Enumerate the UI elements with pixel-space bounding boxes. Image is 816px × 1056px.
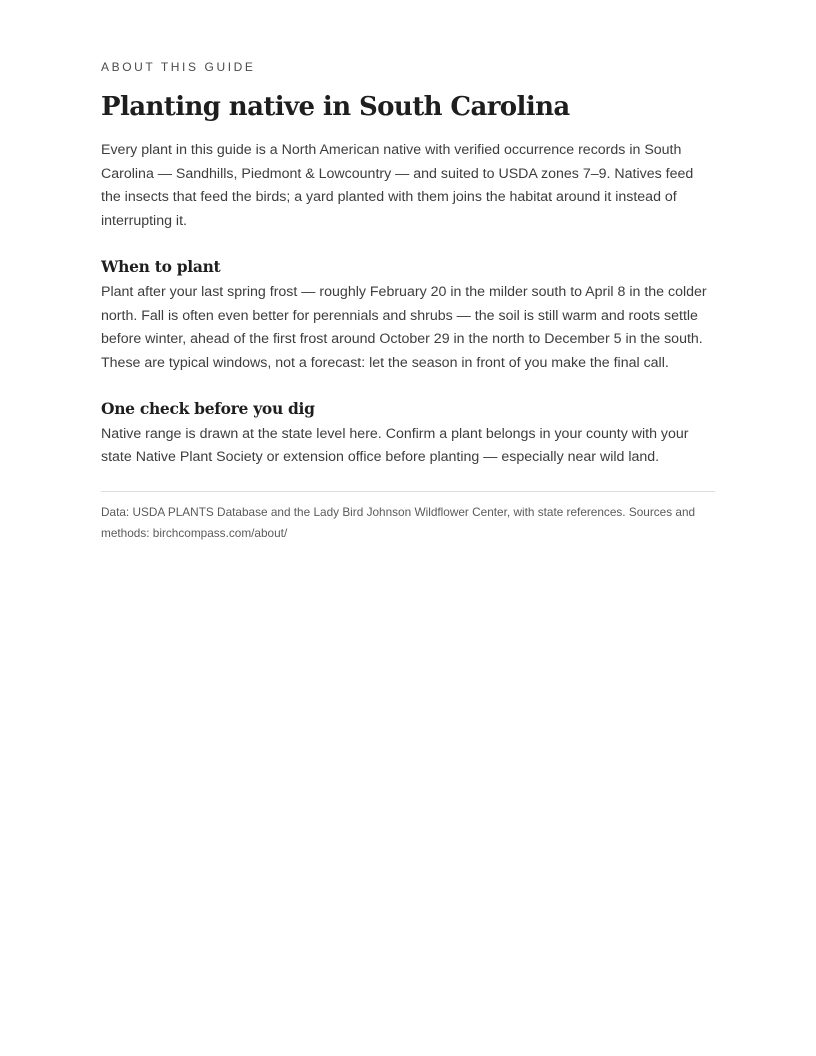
eyebrow-label: ABOUT THIS GUIDE: [101, 60, 256, 74]
section-heading-when-to-plant: When to plant: [101, 256, 221, 276]
section-body-when-to-plant: Plant after your last spring frost — roughly February 20 in the milder south to April 8 in the colder north. Fall is often even better for perennials and shrubs — the soil is still warm and roots settle before winter, ahead of the first frost around October 29 in the north to December 5 in the south. These are typical windows, not a forecast: let the season in front of you make the final call.: [101, 283, 707, 371]
about-guide-page: [101, 58, 715, 544]
section-body-check-before-dig: Native range is drawn at the state level here. Confirm a plant belongs in your county with your state Native Plant Society or extension office before planting — especially near wild land.: [101, 425, 689, 466]
section-when-to-plant: [101, 256, 715, 376]
section-check-before-dig: [101, 398, 715, 470]
section-heading-check-before-dig: One check before you dig: [101, 398, 315, 418]
data-sources-footnote: Data: USDA PLANTS Database and the Lady Bird Johnson Wildflower Center, with state references. Sources and methods: birchcompass.com/about/: [101, 505, 696, 541]
page-title: Planting native in South Carolina: [101, 92, 570, 122]
footer-divider: [101, 491, 715, 492]
intro-paragraph: Every plant in this guide is a North American native with verified occurrence records in South Carolina — Sandhills, Piedmont & Lowcountry — and suited to USDA zones 7–9. Natives feed the insects that feed the birds; a yard planted with them joins the habitat around it instead of interrupting it.: [101, 142, 694, 230]
